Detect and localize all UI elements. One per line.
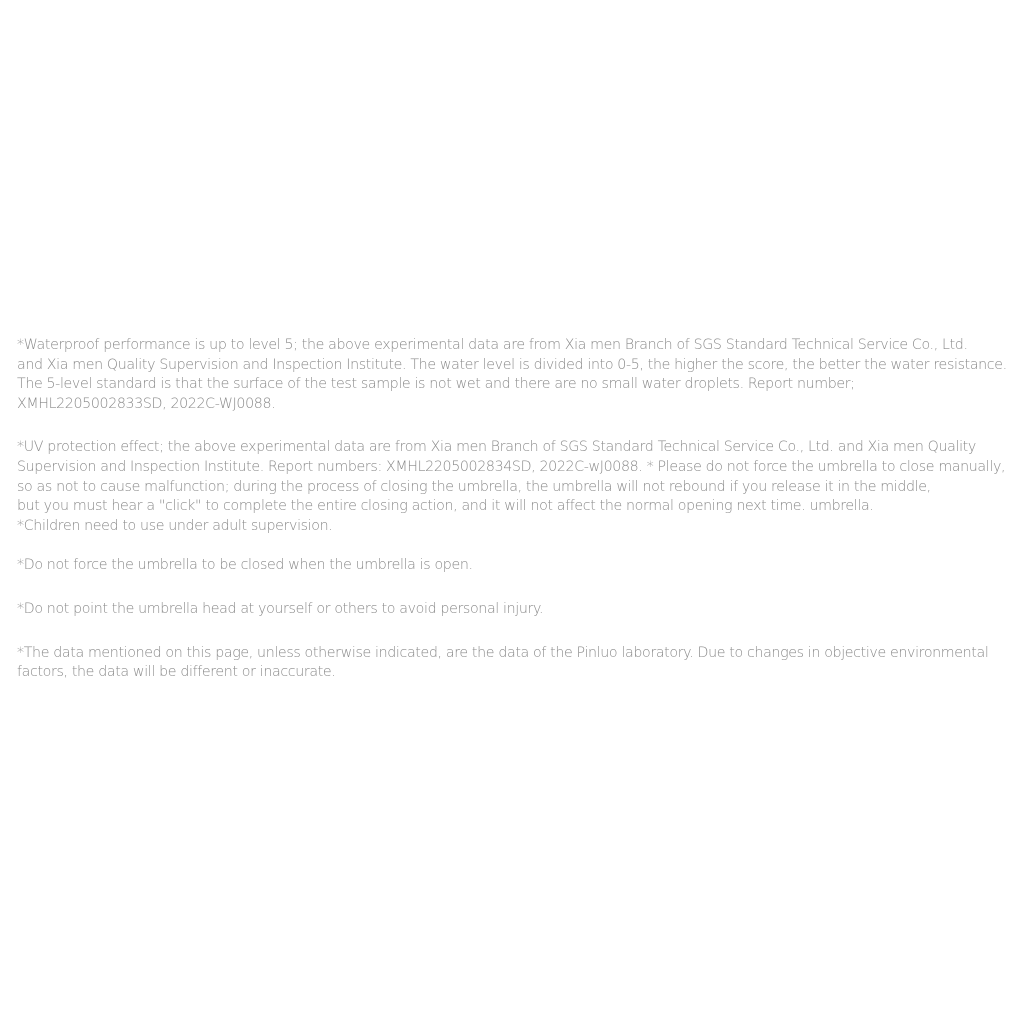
uv-note-line: but you must hear a "click" to complete the entire closing action, and it will not affect the normal opening next time. umbrella. [17,498,874,515]
waterproof-note-line: The 5-level standard is that the surface of the test sample is not wet and there are no small water droplets. Report number; [17,376,855,393]
uv-note-line: so as not to cause malfunction; during the process of closing the umbrella, the umbrella will not rebound if you release it in the middle, [17,478,931,495]
children-supervision-note [17,517,1010,537]
waterproof-note-line: XMHL2205002833SD, 2022C-WJ0088. [17,395,276,412]
uv-note-line: Supervision and Inspection Institute. Report numbers: XMHL2205002834SD, 2022C-wJ0088. * Please do not force the umbrella to close manually, [17,458,1006,475]
no-force-close-line: *Do not force the umbrella to be closed when the umbrella is open. [17,557,473,574]
no-point-head-note [17,600,1010,620]
uv-protection-note [17,438,1010,516]
disclaimer-line: *The data mentioned on this page, unless otherwise indicated, are the data of the Pinluo laboratory. Due to changes in objective environmental [17,644,989,661]
children-note-line: *Children need to use under adult supervision. [17,517,333,534]
no-force-close-note [17,556,1010,576]
disclaimer-line: factors, the data will be different or inaccurate. [17,664,336,681]
waterproof-note-line: and Xia men Quality Supervision and Inspection Institute. The water level is divided into 0-5, the higher the score, the better the water resistance. [17,356,1007,373]
waterproof-note [17,336,1010,414]
no-point-head-line: *Do not point the umbrella head at yourself or others to avoid personal injury. [17,600,544,617]
uv-note-line: *UV protection effect; the above experimental data are from Xia men Branch of SGS Standard Technical Service Co., Ltd. and Xia men Quality [17,439,976,456]
waterproof-note-line: *Waterproof performance is up to level 5; the above experimental data are from Xia men Branch of SGS Standard Technical Service Co., Ltd. [17,337,968,353]
data-disclaimer-note [17,644,1010,683]
